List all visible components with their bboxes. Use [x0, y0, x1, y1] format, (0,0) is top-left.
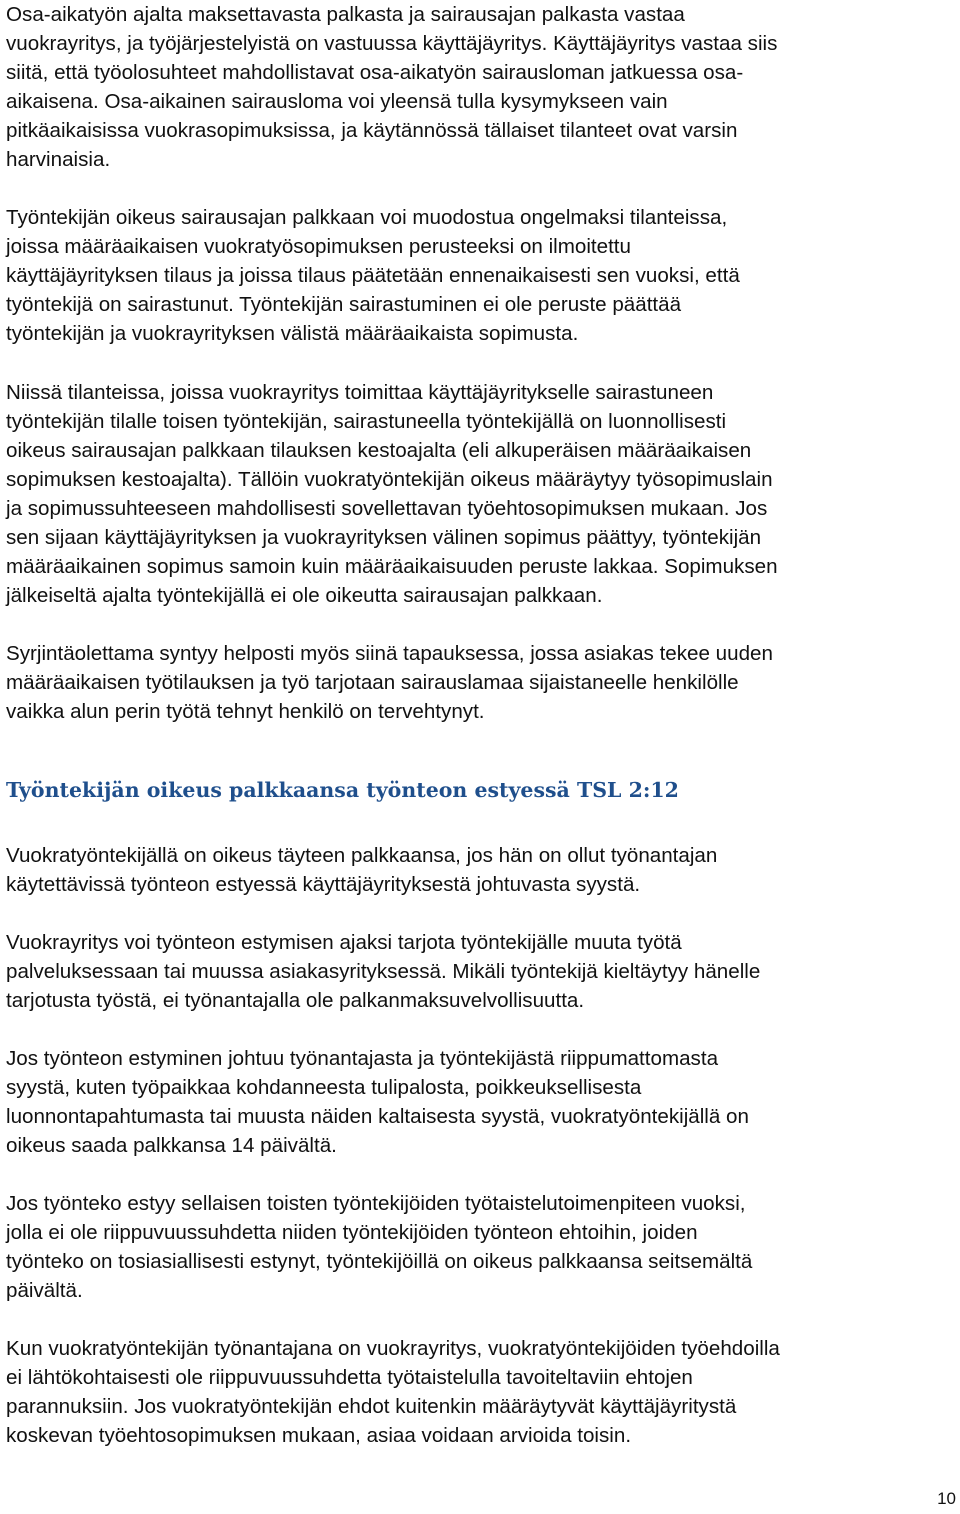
page-number: 10: [937, 1489, 956, 1508]
section-heading: Työntekijän oikeus palkkaansa työnteon estyessä TSL 2:12: [6, 778, 679, 802]
paragraph-alternative-work: Vuokrayritys voi työnteon estymisen ajaksi tarjota työntekijälle muuta työtä palveluksessaan tai muussa asiakasyrityksessä. Mikäli työntekijä kieltäytyy hänelle tarjotusta työstä, ei työnantajalla ole palkanmaksuvelvollisuutta.: [6, 931, 761, 1012]
paragraph-force-majeure: Jos työnteon estyminen johtuu työnantajasta ja työntekijästä riippumattomasta syystä, kuten työpaikkaa kohdanneesta tulipalosta, poikkeuksellisesta luonnontapahtumasta tai muusta näiden kaltaisesta syystä, vuokratyöntekijällä on oikeus saada palkkansa 14 päivältä.: [6, 1047, 749, 1157]
paragraph-sick-pay-problem: Työntekijän oikeus sairausajan palkkaan voi muodostua ongelmaksi tilanteissa, joissa määräaikaisen vuokratyösopimuksen perusteeksi on ilmoitettu käyttäjäyrityksen tilaus ja joissa tilaus päätetään ennenaikaisesti sen vuoksi, että työntekijä on sairastunut. Työntekijän sairastuminen ei ole peruste päättää työntekijän ja vuokrayrityksen välistä määräaikaista sopimusta.: [6, 206, 740, 345]
paragraph-discrimination-presumption: Syrjintäolettama syntyy helposti myös siinä tapauksessa, jossa asiakas tekee uuden määräaikaisen työtilauksen ja työ tarjotaan sairauslamaa sijaistaneelle henkilölle vaikka alun perin työtä tehnyt henkilö on tervehtynyt.: [6, 642, 773, 723]
paragraph-full-pay: Vuokratyöntekijällä on oikeus täyteen palkkaansa, jos hän on ollut työnantajan käytettävissä työnteon estyessä käyttäjäyrityksestä johtuvasta syystä.: [6, 844, 718, 896]
paragraph-replacement-worker: Niissä tilanteissa, joissa vuokrayritys toimittaa käyttäjäyritykselle sairastuneen työntekijän tilalle toisen työntekijän, sairastuneella työntekijällä on luonnollisesti oikeus sairausajan palkkaan tilauksen kestoajalta (eli alkuperäisen määräaikaisen sopimuksen kestoajalta). Tällöin vuokratyöntekijän oikeus määräytyy työsopimuslain ja sopimussuhteeseen mahdollisesti sovellettavan työehtosopimuksen mukaan. Jos sen sijaan käyttäjäyrityksen ja vuokrayrityksen välinen sopimus päättyy, työntekijän määräaikainen sopimus samoin kuin määräaikaisuuden peruste lakkaa. Sopimuksen jälkeiseltä ajalta työntekijällä ei ole oikeutta sairausajan palkkaan.: [6, 381, 778, 607]
paragraph-temp-agency-employer: Kun vuokratyöntekijän työnantajana on vuokrayritys, vuokratyöntekijöiden työehdoilla ei lähtökohtaisesti ole riippuvuussuhdetta työtaistelulla tavoiteltaviin ehtojen parannuksiin. Jos vuokratyöntekijän ehdot kuitenkin määräytyvät käyttäjäyritystä koskevan työehtosopimuksen mukaan, asiaa voidaan arvioida toisin.: [6, 1337, 780, 1447]
paragraph-part-time-sick-leave: Osa-aikatyön ajalta maksettavasta palkasta ja sairausajan palkasta vastaa vuokrayritys, ja työjärjestelyistä on vastuussa käyttäjäyritys. Käyttäjäyritys vastaa siis siitä, että työolosuhteet mahdollistavat osa-aikatyön sairausloman jatkuessa osa- aikaisena. Osa-aikainen sairausloma voi yleensä tulla kysymykseen vain pitkäaikaisissa vuokrasopimuksissa, ja käytännössä tällaiset tilanteet ovat varsin harvinaisia.: [6, 3, 778, 171]
paragraph-industrial-action: Jos työnteko estyy sellaisen toisten työntekijöiden työtaistelutoimenpiteen vuoksi, jolla ei ole riippuvuussuhdetta niiden työntekijöiden työnteon ehtoihin, joiden työnteko on tosiasiallisesti estynyt, työntekijöillä on oikeus palkkaansa seitsemältä päivältä.: [6, 1192, 753, 1302]
